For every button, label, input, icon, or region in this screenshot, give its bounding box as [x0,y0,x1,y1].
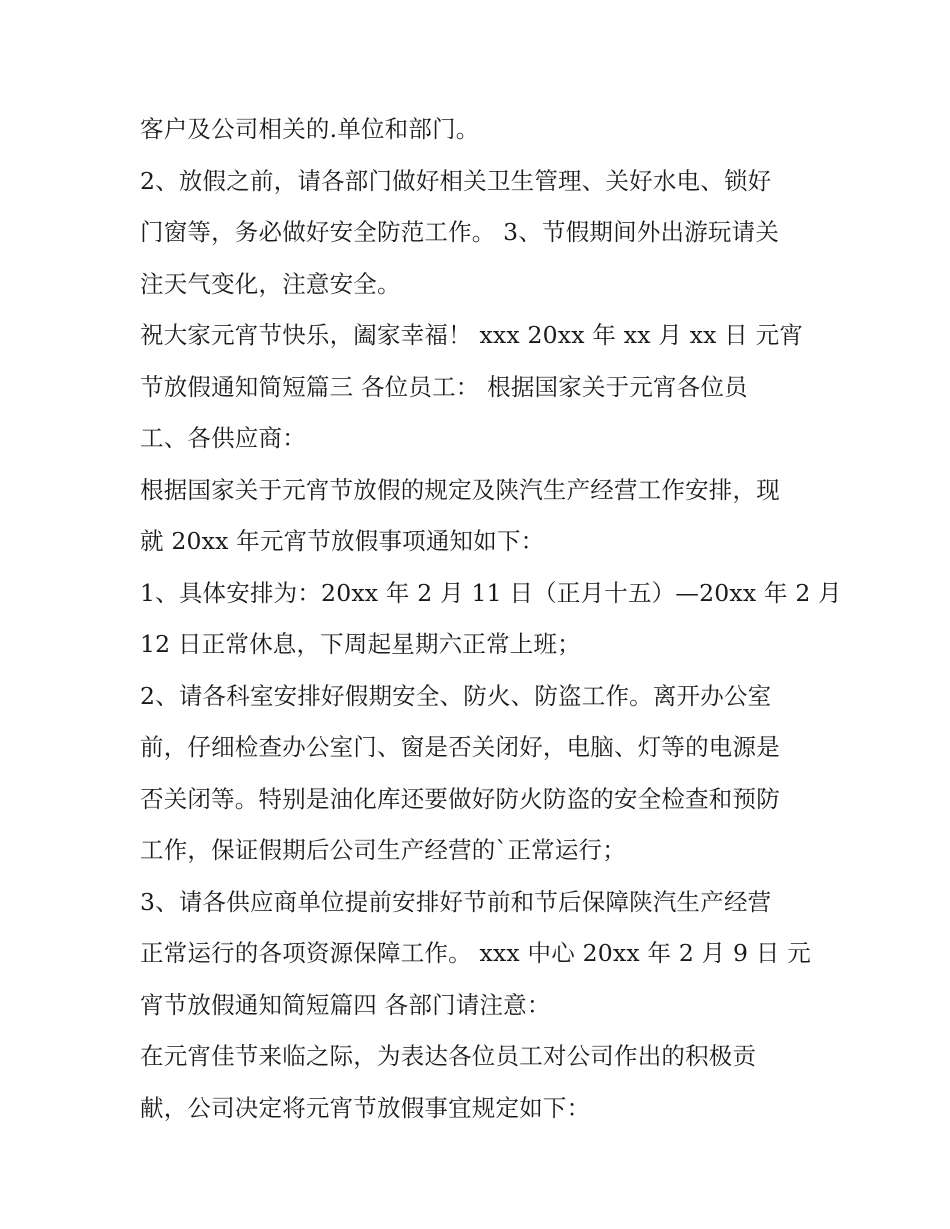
text-line: 12 日正常休息，下周起星期六正常上班； [140,630,581,658]
text-line: 注天气变化，注意安全。 [140,269,401,298]
text-line: 客户及公司相关的.单位和部门。 [140,115,480,143]
text-line: 2、请各科室安排好假期安全、防火、防盗工作。离开办公室 [140,681,772,710]
text-line: 3、请各供应商单位提前安排好节前和节后保障陕汽生产经营 [140,887,772,916]
text-line: 前，仔细检查办公室门、窗是否关闭好，电脑、灯等的电源是 [140,733,780,761]
text-line: 2、放假之前，请各部门做好相关卫生管理、关好水电、锁好 [140,166,772,195]
document-body [140,104,840,1134]
text-line: 就 20xx 年元宵节放假事项通知如下： [140,527,545,555]
text-line: 工、各供应商： [140,424,306,452]
text-line: 工作，保证假期后公司生产经营的`正常运行； [140,836,626,864]
text-line: 节放假通知简短篇三 各位员工： 根据国家关于元宵各位员 [140,372,748,401]
text-line: 献，公司决定将元宵节放假事宜规定如下： [140,1093,591,1122]
text-line: 宵节放假通知简短篇四 各部门请注意： [140,990,551,1019]
text-line: 否关闭等。特别是油化库还要做好防火防盗的安全检查和预防 [140,784,780,813]
text-line: 在元宵佳节来临之际，为表达各位员工对公司作出的积极贡 [140,1042,757,1070]
text-line: 1、具体安排为：20xx 年 2 月 11 日（正月十五）—20xx 年 2 月 [140,578,842,607]
text-line: 正常运行的各项资源保障工作。 xxx 中心 20xx 年 2 月 9 日 元 [140,939,811,967]
text-line: 祝大家元宵节快乐，阖家幸福！ xxx 20xx 年 xx 月 xx 日 元宵 [140,321,804,349]
text-line: 门窗等，务必做好安全防范工作。 3、节假期间外出游玩请关 [140,218,780,246]
text-line: 根据国家关于元宵节放假的规定及陕汽生产经营工作安排，现 [140,475,780,504]
